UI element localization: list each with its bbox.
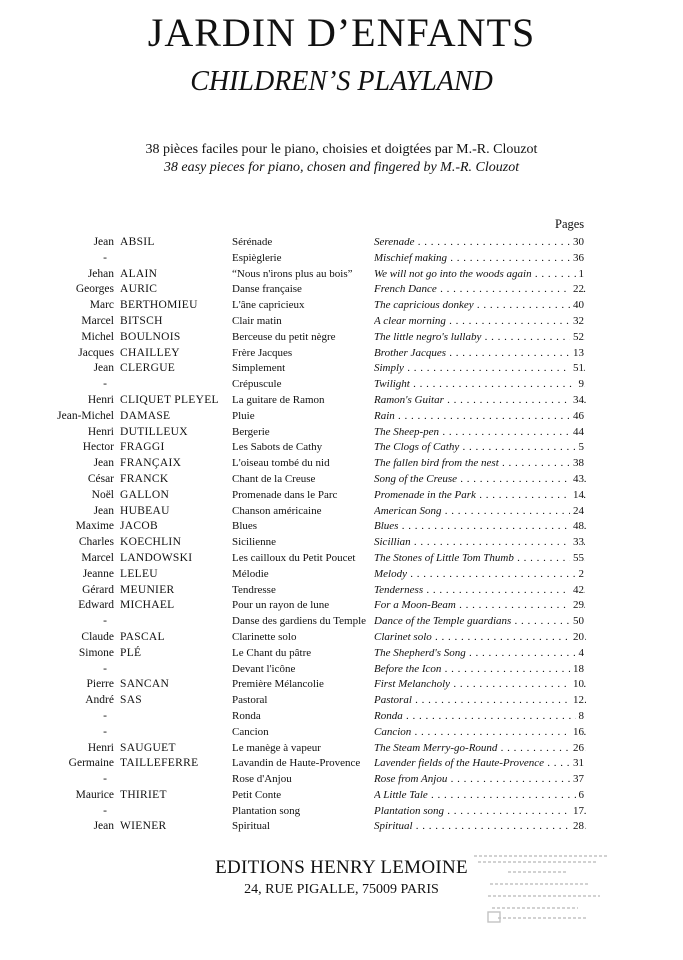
title-french: Première Mélancolie <box>232 678 324 691</box>
title-french: Promenade dans le Parc <box>232 488 338 501</box>
title-french: Bergerie <box>232 425 270 438</box>
title-french: Pour un rayon de lune <box>232 599 330 612</box>
composer-first-name: Jean <box>93 820 114 833</box>
title-english: American Song . . . <box>374 504 586 520</box>
toc-row <box>0 535 683 551</box>
page-number: 22 <box>570 282 584 298</box>
page-number: 10 <box>570 677 584 693</box>
composer-first-name: Jeanne <box>82 567 114 580</box>
title-english: Brother Jacques . . . <box>374 346 586 362</box>
page-number: 46 <box>570 409 584 425</box>
title-english: Ronda . . . <box>374 709 586 725</box>
composer-first-name: Charles <box>78 536 114 549</box>
page-number: 1 <box>576 267 585 283</box>
toc-row <box>0 788 683 804</box>
title-english: The Shepherd's Song . . . <box>374 646 586 662</box>
title-french: Crépuscule <box>232 378 282 391</box>
toc-row <box>0 456 683 472</box>
title-english: Rose from Anjou . . . <box>374 772 586 788</box>
title-english: French Dance . . . <box>374 282 586 298</box>
ditto-dash: - <box>103 709 107 722</box>
composer-first-name: Hector <box>82 441 114 454</box>
page-number: 8 <box>576 709 585 725</box>
composer-last-name: ABSIL <box>120 236 155 248</box>
page-number: 44 <box>570 425 584 441</box>
title-french: Danse française <box>232 283 302 296</box>
title-english: The little negro's lullaby . . . <box>374 330 586 346</box>
page-number: 14 <box>570 488 584 504</box>
page-number: 4 <box>576 646 585 662</box>
publisher-address: 24, RUE PIGALLE, 75009 PARIS <box>244 882 439 897</box>
composer-first-name: Simone <box>78 646 114 659</box>
title-english: Blues . . . <box>374 519 586 535</box>
page-number: 6 <box>576 788 585 804</box>
page-number: 42 <box>570 583 584 599</box>
toc-row <box>0 282 683 298</box>
publisher-name: EDITIONS HENRY LEMOINE <box>215 857 468 878</box>
composer-last-name: MEUNIER <box>120 583 175 596</box>
toc-row <box>0 361 683 377</box>
composer-last-name: FRANCK <box>120 472 169 485</box>
title-french: Lavandin de Haute-Provence <box>232 757 361 770</box>
page-number: 43 <box>570 472 584 488</box>
title-french: “Nous n'irons plus au bois” <box>232 267 353 280</box>
title-french: Danse des gardiens du Temple <box>232 615 367 628</box>
toc-row <box>0 251 683 267</box>
title-french: Le Chant du pâtre <box>232 646 312 659</box>
page-number: 36 <box>570 251 584 267</box>
toc-row <box>0 583 683 599</box>
composer-first-name: Jean-Michel <box>57 409 114 422</box>
ditto-dash: - <box>103 773 107 786</box>
composer-last-name: THIRIET <box>120 788 167 801</box>
page-number: 13 <box>570 346 584 362</box>
toc-row <box>0 409 683 425</box>
title-english: Before the Icon . . . <box>374 662 586 678</box>
toc-row <box>0 488 683 504</box>
page-number: 16 <box>570 725 584 741</box>
composer-first-name: Gérard <box>82 583 114 596</box>
toc-row <box>0 598 683 614</box>
library-stamp <box>468 848 618 928</box>
toc-row <box>0 772 683 788</box>
title-french: Ronda <box>232 709 261 722</box>
toc-row <box>0 377 683 393</box>
composer-last-name: CLERGUE <box>120 362 176 375</box>
title-french: La guitare de Ramon <box>232 393 325 406</box>
page-number: 20 <box>570 630 584 646</box>
composer-last-name: CLIQUET PLEYEL <box>120 393 219 406</box>
composer-first-name: Michel <box>81 330 114 343</box>
composer-last-name: MICHAEL <box>120 599 175 612</box>
composer-last-name: SAUGUET <box>120 741 176 754</box>
composer-first-name: Jean <box>93 504 114 517</box>
title-english: Spiritual . . . <box>374 819 586 835</box>
title-english: Clarinet solo . . . <box>374 630 586 646</box>
composer-first-name: Edward <box>78 599 114 612</box>
title-french: Espièglerie <box>232 251 282 264</box>
page-number: 28 <box>570 819 584 835</box>
table-of-contents <box>0 235 683 835</box>
title-french: L'oiseau tombé du nid <box>232 457 330 470</box>
page-number: 38 <box>570 456 584 472</box>
composer-first-name: César <box>87 472 114 485</box>
title-english: The Stones of Little Tom Thumb . . . <box>374 551 586 567</box>
ditto-dash: - <box>103 615 107 628</box>
title-english: The Sheep-pen . . . <box>374 425 586 441</box>
composer-first-name: Maxime <box>75 520 114 533</box>
title-french: Chant de la Creuse <box>232 472 316 485</box>
title-french: Simplement <box>232 362 286 375</box>
pages-column-label: Pages <box>555 217 585 231</box>
composer-last-name: DUTILLEUX <box>120 425 188 438</box>
composer-first-name: Jean <box>93 236 114 248</box>
title-french: Frère Jacques <box>232 346 293 359</box>
ditto-dash: - <box>103 804 107 817</box>
toc-row <box>0 819 683 835</box>
toc-row <box>0 630 683 646</box>
title-french: Blues <box>232 520 258 533</box>
toc-row <box>0 741 683 757</box>
composer-first-name: Pierre <box>86 678 114 691</box>
composer-last-name: KOECHLIN <box>120 536 182 549</box>
page-number: 5 <box>576 440 585 456</box>
title-french: L'âne capricieux <box>232 299 305 312</box>
page-title: JARDIN D’ENFANTS <box>147 10 536 55</box>
page-number: 29 <box>570 598 584 614</box>
title-french: Cancion <box>232 725 269 738</box>
page-subtitle: CHILDREN’S PLAYLAND <box>190 66 493 97</box>
composer-last-name: WIENER <box>120 820 167 833</box>
title-english: The Steam Merry-go-Round . . . <box>374 741 586 757</box>
composer-first-name: Henri <box>87 393 114 406</box>
composer-last-name: CHAILLEY <box>120 346 180 359</box>
title-french: Les cailloux du Petit Poucet <box>232 551 356 564</box>
ditto-dash: - <box>103 251 107 264</box>
toc-row <box>0 709 683 725</box>
page-number: 2 <box>576 567 585 583</box>
ditto-dash: - <box>103 725 107 738</box>
title-english: Mischief making . . . <box>374 251 586 267</box>
composer-last-name: ALAIN <box>120 267 158 280</box>
title-french: Clarinette solo <box>232 630 297 643</box>
toc-row <box>0 472 683 488</box>
title-french: Les Sabots de Cathy <box>232 441 323 454</box>
composer-first-name: Jacques <box>78 346 114 359</box>
page-number: 30 <box>570 235 584 251</box>
ditto-dash: - <box>103 662 107 675</box>
title-english: First Melancholy . . . <box>374 677 586 693</box>
title-french: Berceuse du petit nègre <box>232 330 336 343</box>
page-number: 34 <box>570 393 584 409</box>
toc-row <box>0 314 683 330</box>
title-english: Serenade . . . <box>374 235 586 251</box>
page-number: 26 <box>570 741 584 757</box>
page-number: 33 <box>570 535 584 551</box>
title-english: Plantation song . . . <box>374 804 586 820</box>
page-number: 17 <box>570 804 584 820</box>
title-french: Pluie <box>232 409 255 422</box>
toc-row <box>0 677 683 693</box>
title-french: Devant l'icône <box>232 662 296 675</box>
composer-last-name: HUBEAU <box>120 504 170 517</box>
title-french: Plantation song <box>232 804 301 817</box>
title-english: Promenade in the Park . . . <box>374 488 586 504</box>
toc-row <box>0 756 683 772</box>
title-french: Rose d'Anjou <box>232 773 292 786</box>
composer-first-name: Claude <box>81 630 114 643</box>
page-number: 9 <box>576 377 585 393</box>
composer-last-name: PASCAL <box>120 630 165 643</box>
title-english: Ramon's Guitar . . . <box>374 393 586 409</box>
composer-last-name: BERTHOMIEU <box>120 299 198 312</box>
composer-first-name: Marcel <box>81 314 114 327</box>
title-english: Pastoral . . . <box>374 693 586 709</box>
composer-last-name: PLÉ <box>120 646 142 659</box>
title-french: Sérénade <box>232 236 273 248</box>
toc-row <box>0 804 683 820</box>
page-number: 12 <box>570 693 584 709</box>
toc-row <box>0 551 683 567</box>
title-english: Melody . . . <box>374 567 586 583</box>
composer-first-name: Jean <box>93 457 114 470</box>
composer-last-name: JACOB <box>120 520 158 533</box>
title-english: Dance of the Temple guardians . . . <box>374 614 586 630</box>
toc-row <box>0 693 683 709</box>
toc-row <box>0 235 683 251</box>
composer-last-name: AURIC <box>120 283 158 296</box>
title-french: Tendresse <box>232 583 276 596</box>
composer-last-name: SAS <box>120 694 142 707</box>
toc-row <box>0 425 683 441</box>
composer-last-name: LELEU <box>120 567 158 580</box>
title-english: Sicillian . . . <box>374 535 586 551</box>
description-english: 38 easy pieces for piano, chosen and fingered by M.-R. Clouzot <box>163 160 520 175</box>
composer-first-name: Germaine <box>68 757 114 770</box>
title-english: The Clogs of Cathy . . . <box>374 440 586 456</box>
page-number: 51 <box>570 361 584 377</box>
composer-last-name: BOULNOIS <box>120 330 181 343</box>
composer-last-name: SANCAN <box>120 678 170 691</box>
page-number: 31 <box>570 756 584 772</box>
composer-first-name: Jean <box>93 362 114 375</box>
title-french: Chanson américaine <box>232 504 322 517</box>
toc-row <box>0 393 683 409</box>
composer-first-name: Henri <box>87 741 114 754</box>
composer-last-name: FRAGGI <box>120 441 165 454</box>
composer-first-name: Jehan <box>87 267 114 280</box>
ditto-dash: - <box>103 378 107 391</box>
composer-first-name: Georges <box>75 283 114 296</box>
page-number: 50 <box>570 614 584 630</box>
composer-last-name: GALLON <box>120 488 170 501</box>
toc-row <box>0 346 683 362</box>
title-french: Petit Conte <box>232 788 282 801</box>
composer-first-name: Marcel <box>81 551 114 564</box>
toc-row <box>0 646 683 662</box>
composer-last-name: LANDOWSKI <box>120 551 193 564</box>
title-english: The fallen bird from the nest . . . <box>374 456 586 472</box>
composer-last-name: TAILLEFERRE <box>120 757 199 770</box>
toc-row <box>0 567 683 583</box>
title-english: For a Moon-Beam . . . <box>374 598 586 614</box>
title-english: A Little Tale . . . <box>374 788 586 804</box>
title-english: A clear morning . . . <box>374 314 586 330</box>
title-english: Twilight . . . <box>374 377 586 393</box>
toc-row <box>0 504 683 520</box>
title-english: Song of the Creuse . . . <box>374 472 586 488</box>
toc-row <box>0 519 683 535</box>
title-english: Simply . . . <box>374 361 586 377</box>
page-number: 18 <box>570 662 584 678</box>
title-english: Tenderness . . . <box>374 583 586 599</box>
page-number: 24 <box>570 504 584 520</box>
composer-first-name: Henri <box>87 425 114 438</box>
composer-first-name: Marc <box>89 299 114 312</box>
composer-last-name: DAMASE <box>120 409 171 422</box>
toc-row <box>0 330 683 346</box>
title-french: Clair matin <box>232 314 282 327</box>
composer-first-name: Noël <box>91 488 114 501</box>
page-number: 48 <box>570 519 584 535</box>
composer-last-name: BITSCH <box>120 314 163 327</box>
title-english: Cancion . . . <box>374 725 586 741</box>
composer-first-name: André <box>85 694 114 707</box>
title-french: Le manège à vapeur <box>232 741 321 754</box>
title-english: Rain . . . <box>374 409 586 425</box>
composer-first-name: Maurice <box>75 788 114 801</box>
toc-row <box>0 614 683 630</box>
title-french: Mélodie <box>232 567 269 580</box>
title-english: We will not go into the woods again . . . <box>374 267 586 283</box>
toc-row <box>0 267 683 283</box>
composer-last-name: FRANÇAIX <box>120 457 182 470</box>
page-number: 37 <box>570 772 584 788</box>
toc-row <box>0 662 683 678</box>
title-french: Spiritual <box>232 820 270 833</box>
page-number: 40 <box>570 298 584 314</box>
toc-row <box>0 298 683 314</box>
title-english: The capricious donkey . . . <box>374 298 586 314</box>
title-english: Lavender fields of the Haute-Provence . . . <box>374 756 586 772</box>
description-french: 38 pièces faciles pour le piano, choisies et doigtées par M.-R. Clouzot <box>145 142 538 157</box>
page-number: 55 <box>570 551 584 567</box>
toc-row <box>0 440 683 456</box>
toc-row <box>0 725 683 741</box>
title-french: Pastoral <box>232 694 268 707</box>
title-french: Sicilienne <box>232 536 276 549</box>
page-number: 32 <box>570 314 584 330</box>
page-number: 52 <box>570 330 584 346</box>
